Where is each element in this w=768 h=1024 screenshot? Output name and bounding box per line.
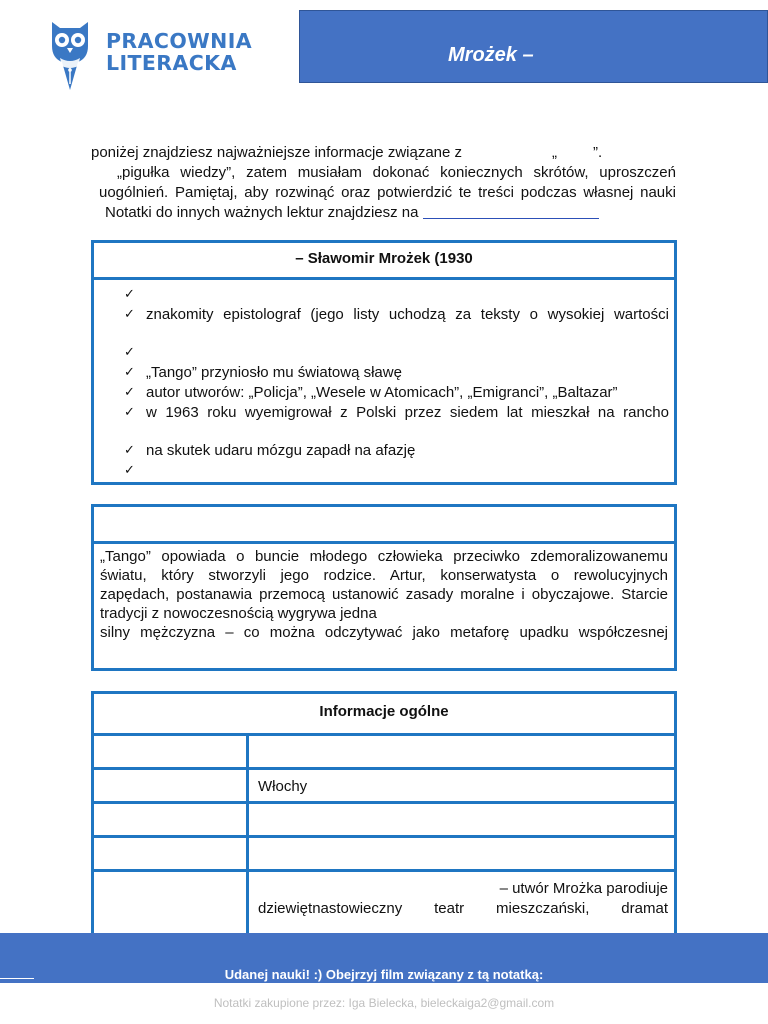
biography-header: – Sławomir Mrożek (1930 <box>94 243 674 280</box>
page-title: Mrożek – <box>448 44 534 66</box>
table-cell-value-line1: – utwór Mrożka parodiuje <box>499 880 668 897</box>
purchase-note: Notatki zakupione przez: Iga Bielecka, bieleckaiga2@gmail.com <box>213 996 555 1010</box>
table-cell-value <box>252 736 674 767</box>
plot-line-1: „Tango” opowiada o buncie młodego człowieka przeciwko zdemoralizowanemu <box>100 548 668 565</box>
bio-item-5: ✓ autor utworów: „Policja”, „Wesele w Atomicach”, „Emigranci”, „Baltazar” <box>124 384 618 401</box>
bio-item-3 <box>124 343 669 363</box>
checkmark-icon: ✓ <box>124 365 135 380</box>
footer-bar <box>0 933 768 983</box>
plot-line-2: światu, który stworzyli jego rodzice. Artur, konserwatysta o rewolucyjnych <box>100 567 668 584</box>
bio-item-2: ✓ znakomity epistolograf (jego listy uchodzą za teksty o wysokiej wartości <box>124 306 669 323</box>
footer-text: Udanej nauki! :) Obejrzyj film związany z tą notatką: <box>224 967 544 982</box>
film-link[interactable] <box>0 967 34 979</box>
plot-line-5: silny mężczyzna – co można odczytywać jako metaforę upadku współczesnej <box>100 624 668 641</box>
bio-item-8 <box>124 461 669 481</box>
intro-paragraph <box>91 143 676 223</box>
plot-line-3: zapędach, postanawia przemocą ustanowić zasady moralne i obyczajowe. Starcie <box>100 586 668 603</box>
checkmark-icon: ✓ <box>124 443 135 458</box>
table-cell-value <box>252 872 674 942</box>
checkmark-icon: ✓ <box>124 307 135 322</box>
bio-item-7: ✓ na skutek udaru mózgu zapadł na afazję <box>124 442 416 459</box>
intro-line-1 <box>91 143 676 163</box>
biography-box <box>91 240 677 485</box>
title-banner <box>299 10 768 83</box>
biography-list <box>124 285 669 481</box>
brand-name-line1: PRACOWNIA <box>106 29 253 53</box>
table-row <box>94 804 674 838</box>
table-cell-value <box>252 838 674 869</box>
brand-name-line2: LITERACKA <box>106 51 237 75</box>
bio-item-4: ✓ „Tango” przyniosło mu światową sławę <box>124 364 402 381</box>
intro-line-2: „pigułka wiedzy”, zatem musiałam dokonać koniecznych skrótów, uproszczeń <box>117 164 676 181</box>
bio-item-6: ✓ w 1963 roku wyemigrował z Polski przez siedem lat mieszkał na rancho <box>124 404 669 421</box>
general-info-table <box>91 691 677 936</box>
intro-line-1c: ”. <box>593 144 603 161</box>
intro-line-4 <box>91 203 676 223</box>
table-cell-label <box>94 736 249 767</box>
checkmark-icon: ✓ <box>124 385 135 400</box>
plot-header <box>94 507 674 544</box>
brand-name <box>106 30 252 74</box>
intro-line-1a: poniżej znajdziesz najważniejsze informacje związane z <box>91 144 463 161</box>
table-cell-label <box>94 770 249 801</box>
table-cell-label <box>94 872 249 942</box>
bio-item-1 <box>124 285 669 305</box>
checkmark-icon: ✓ <box>124 405 135 420</box>
table-cell-value-line2: dziewiętnastowieczny teatr mieszczański, dramat <box>258 900 668 917</box>
plot-line-4: tradycji z nowoczesnością wygrywa jedna <box>100 605 377 622</box>
table-row <box>94 736 674 770</box>
intro-line-3: uogólnień. Pamiętaj, aby rozwinąć oraz potwierdzić te treści podczas własnej nauki <box>99 184 676 201</box>
table-cell-value: Włochy <box>258 778 308 795</box>
plot-text <box>100 547 668 642</box>
notes-link[interactable] <box>423 204 599 219</box>
table-cell-label <box>94 838 249 869</box>
table-row <box>94 770 674 804</box>
checkmark-icon: ✓ <box>124 287 135 302</box>
table-cell-label <box>94 804 249 835</box>
table-row <box>94 838 674 872</box>
general-info-header: Informacje ogólne <box>94 694 674 736</box>
plot-box <box>91 504 677 671</box>
checkmark-icon: ✓ <box>124 345 135 360</box>
brand-logo <box>48 18 278 98</box>
table-row <box>94 872 674 942</box>
intro-line-1b: „ <box>552 144 558 161</box>
owl-pen-icon <box>48 18 92 92</box>
intro-line-4-text: Notatki do innych ważnych lektur znajdziesz na <box>105 204 419 221</box>
table-cell-value <box>252 804 674 835</box>
checkmark-icon: ✓ <box>124 463 135 478</box>
